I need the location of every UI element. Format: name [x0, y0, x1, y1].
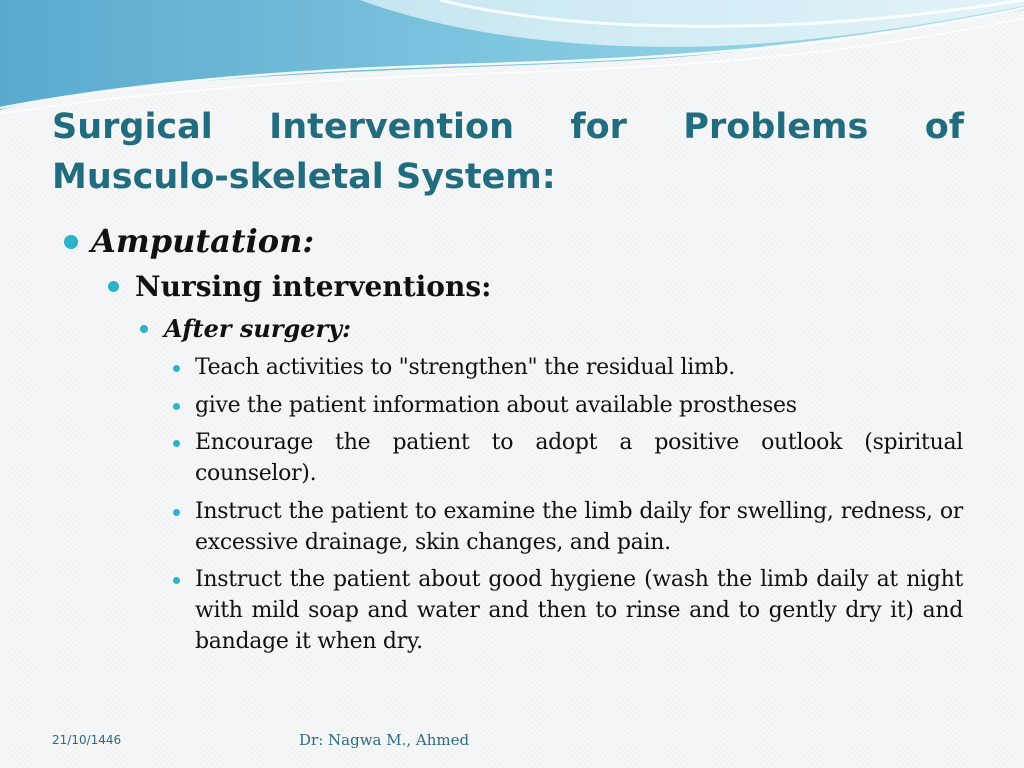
- bullet-level2-text: Nursing interventions:: [135, 270, 492, 303]
- list-item-text: Instruct the patient about good hygiene (wash the limb daily at night with mild soap and water and then to rinse and to gently dry it) and bandage it when dry.: [195, 567, 963, 654]
- list-item: [173, 564, 963, 657]
- list-item-text: Instruct the patient to examine the limb daily for swelling, redness, or excessive drainage, skin changes, and pain.: [195, 499, 963, 555]
- bullet-level1-text: Amputation:: [91, 222, 315, 260]
- bullet-dot-icon: [173, 440, 180, 447]
- bullet-dot-icon: [108, 281, 119, 292]
- list-item: [173, 496, 963, 558]
- bullet-dot-icon: [173, 509, 180, 516]
- bullet-dot-icon: [173, 403, 180, 410]
- bullet-level3-text: After surgery:: [164, 314, 351, 343]
- footer-author: Dr: Nagwa M., Ahmed: [299, 731, 470, 749]
- footer-date: 21/10/1446: [52, 733, 122, 747]
- bullet-dot-icon: [173, 577, 180, 584]
- bullet-nursing-interventions: [108, 268, 491, 306]
- bullet-after-surgery: [140, 313, 351, 345]
- bullet-amputation: [64, 220, 314, 262]
- list-item: [173, 390, 963, 421]
- bullet-dot-icon: [140, 325, 148, 333]
- list-item-text: Encourage the patient to adopt a positive outlook (spiritual counselor).: [195, 430, 963, 486]
- list-item: [173, 427, 963, 489]
- bullet-dot-icon: [173, 365, 180, 372]
- list-item: [173, 352, 963, 383]
- list-item-text: give the patient information about available prostheses: [195, 393, 797, 418]
- bullet-dot-icon: [64, 235, 78, 249]
- slide-title: Surgical Intervention for Problems of Musculo-skeletal System:: [52, 107, 964, 197]
- list-item-text: Teach activities to "strengthen" the residual limb.: [195, 355, 735, 380]
